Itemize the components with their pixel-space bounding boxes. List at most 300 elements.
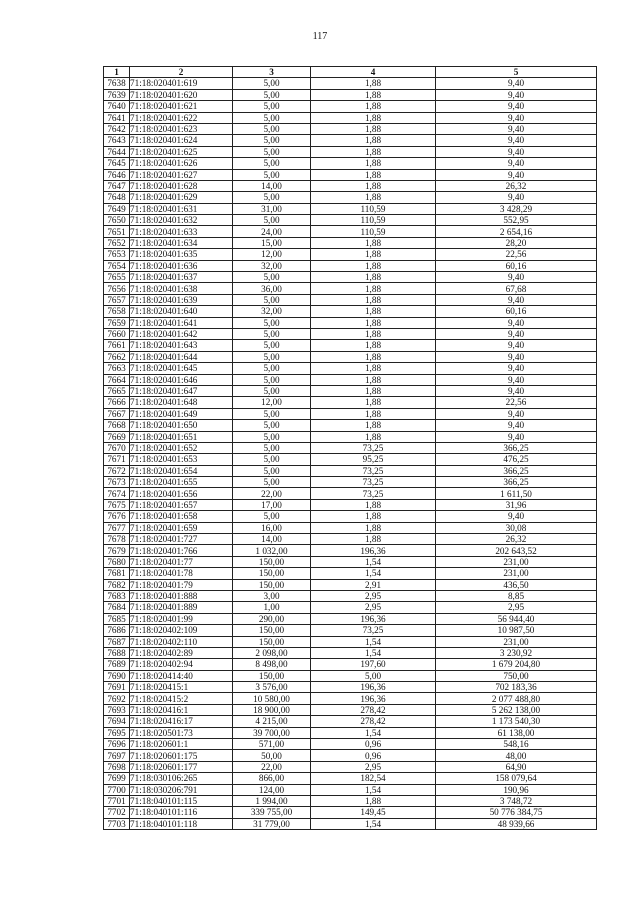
rate-cell: 1,88	[311, 101, 436, 112]
table-row	[104, 260, 597, 271]
table-row	[104, 442, 597, 453]
row-number-cell: 7650	[104, 215, 130, 226]
area-cell: 3 576,00	[233, 682, 311, 693]
area-cell: 31,00	[233, 203, 311, 214]
table-row	[104, 283, 597, 294]
row-number-cell: 7666	[104, 397, 130, 408]
area-cell: 290,00	[233, 613, 311, 624]
value-cell: 9,40	[436, 89, 597, 100]
cadastral-number-cell: 71:18:020401:633	[130, 226, 233, 237]
table-row	[104, 112, 597, 123]
cadastral-number-cell: 71:18:020401:640	[130, 306, 233, 317]
cadastral-number-cell: 71:18:020401:654	[130, 465, 233, 476]
row-number-cell: 7660	[104, 328, 130, 339]
table-row	[104, 716, 597, 727]
value-cell: 366,25	[436, 442, 597, 453]
value-cell: 9,40	[436, 294, 597, 305]
rate-cell: 2,95	[311, 590, 436, 601]
value-cell: 56 944,40	[436, 613, 597, 624]
cadastral-number-cell: 71:18:020401:619	[130, 78, 233, 89]
row-number-cell: 7699	[104, 773, 130, 784]
table-row	[104, 636, 597, 647]
row-number-cell: 7701	[104, 796, 130, 807]
cadastral-number-cell: 71:18:020401:631	[130, 203, 233, 214]
cadastral-number-cell: 71:18:020401:650	[130, 420, 233, 431]
area-cell: 5,00	[233, 123, 311, 134]
area-cell: 5,00	[233, 454, 311, 465]
area-cell: 17,00	[233, 499, 311, 510]
row-number-cell: 7646	[104, 169, 130, 180]
rate-cell: 278,42	[311, 704, 436, 715]
area-cell: 22,00	[233, 488, 311, 499]
rate-cell: 1,88	[311, 146, 436, 157]
rate-cell: 1,88	[311, 317, 436, 328]
row-number-cell: 7655	[104, 272, 130, 283]
value-cell: 158 079,64	[436, 773, 597, 784]
area-cell: 124,00	[233, 784, 311, 795]
value-cell: 552,95	[436, 215, 597, 226]
column-header-3: 3	[233, 67, 311, 78]
table-row	[104, 385, 597, 396]
rate-cell: 1,88	[311, 260, 436, 271]
row-number-cell: 7698	[104, 761, 130, 772]
table-row	[104, 704, 597, 715]
value-cell: 190,96	[436, 784, 597, 795]
rate-cell: 1,88	[311, 135, 436, 146]
row-number-cell: 7691	[104, 682, 130, 693]
rate-cell: 196,36	[311, 545, 436, 556]
table-row	[104, 477, 597, 488]
row-number-cell: 7672	[104, 465, 130, 476]
cadastral-number-cell: 71:18:020401:658	[130, 511, 233, 522]
table-row	[104, 534, 597, 545]
row-number-cell: 7656	[104, 283, 130, 294]
area-cell: 150,00	[233, 625, 311, 636]
cadastral-number-cell: 71:18:020414:40	[130, 670, 233, 681]
table-row	[104, 807, 597, 818]
value-cell: 22,56	[436, 249, 597, 260]
area-cell: 50,00	[233, 750, 311, 761]
value-cell: 9,40	[436, 385, 597, 396]
row-number-cell: 7678	[104, 534, 130, 545]
cadastral-table	[103, 66, 597, 830]
rate-cell: 1,54	[311, 636, 436, 647]
page-number: 117	[312, 31, 328, 42]
row-number-cell: 7664	[104, 374, 130, 385]
rate-cell: 1,54	[311, 568, 436, 579]
row-number-cell: 7687	[104, 636, 130, 647]
value-cell: 9,40	[436, 146, 597, 157]
row-number-cell: 7644	[104, 146, 130, 157]
column-header-4: 4	[311, 67, 436, 78]
cadastral-number-cell: 71:18:020402:109	[130, 625, 233, 636]
cadastral-number-cell: 71:18:020401:646	[130, 374, 233, 385]
value-cell: 48,00	[436, 750, 597, 761]
row-number-cell: 7670	[104, 442, 130, 453]
value-cell: 9,40	[436, 123, 597, 134]
value-cell: 67,68	[436, 283, 597, 294]
table-row	[104, 590, 597, 601]
cadastral-number-cell: 71:18:020401:889	[130, 602, 233, 613]
value-cell: 202 643,52	[436, 545, 597, 556]
rate-cell: 1,88	[311, 158, 436, 169]
value-cell: 9,40	[436, 431, 597, 442]
value-cell: 30,08	[436, 522, 597, 533]
row-number-cell: 7685	[104, 613, 130, 624]
cadastral-number-cell: 71:18:020401:644	[130, 351, 233, 362]
cadastral-number-cell: 71:18:020401:648	[130, 397, 233, 408]
value-cell: 1 173 540,30	[436, 716, 597, 727]
rate-cell: 73,25	[311, 488, 436, 499]
column-header-5: 5	[436, 67, 597, 78]
value-cell: 8,85	[436, 590, 597, 601]
row-number-cell: 7647	[104, 180, 130, 191]
value-cell: 9,40	[436, 112, 597, 123]
rate-cell: 196,36	[311, 682, 436, 693]
cadastral-number-cell: 71:18:020415:2	[130, 693, 233, 704]
area-cell: 150,00	[233, 579, 311, 590]
rate-cell: 1,88	[311, 123, 436, 134]
cadastral-number-cell: 71:18:020401:627	[130, 169, 233, 180]
value-cell: 9,40	[436, 420, 597, 431]
cadastral-number-cell: 71:18:020401:639	[130, 294, 233, 305]
area-cell: 5,00	[233, 431, 311, 442]
cadastral-number-cell: 71:18:020401:99	[130, 613, 233, 624]
rate-cell: 1,88	[311, 397, 436, 408]
area-cell: 5,00	[233, 420, 311, 431]
area-cell: 5,00	[233, 112, 311, 123]
area-cell: 39 700,00	[233, 727, 311, 738]
row-number-cell: 7673	[104, 477, 130, 488]
value-cell: 5 262 138,00	[436, 704, 597, 715]
area-cell: 5,00	[233, 215, 311, 226]
cadastral-number-cell: 71:18:020401:645	[130, 363, 233, 374]
value-cell: 9,40	[436, 192, 597, 203]
column-header-1: 1	[104, 67, 130, 78]
cadastral-number-cell: 71:18:020401:641	[130, 317, 233, 328]
area-cell: 8 498,00	[233, 659, 311, 670]
rate-cell: 1,88	[311, 192, 436, 203]
row-number-cell: 7695	[104, 727, 130, 738]
value-cell: 9,40	[436, 101, 597, 112]
value-cell: 750,00	[436, 670, 597, 681]
row-number-cell: 7674	[104, 488, 130, 499]
cadastral-number-cell: 71:18:020401:727	[130, 534, 233, 545]
area-cell: 5,00	[233, 272, 311, 283]
table-row	[104, 363, 597, 374]
table-row	[104, 499, 597, 510]
area-cell: 22,00	[233, 761, 311, 772]
value-cell: 61 138,00	[436, 727, 597, 738]
value-cell: 10 987,50	[436, 625, 597, 636]
area-cell: 571,00	[233, 739, 311, 750]
row-number-cell: 7661	[104, 340, 130, 351]
rate-cell: 1,88	[311, 363, 436, 374]
cadastral-number-cell: 71:18:020401:634	[130, 237, 233, 248]
row-number-cell: 7684	[104, 602, 130, 613]
table-row	[104, 294, 597, 305]
cadastral-number-cell: 71:18:020415:1	[130, 682, 233, 693]
rate-cell: 110,59	[311, 226, 436, 237]
table-row	[104, 431, 597, 442]
rate-cell: 1,88	[311, 374, 436, 385]
value-cell: 3 748,72	[436, 796, 597, 807]
rate-cell: 2,91	[311, 579, 436, 590]
area-cell: 36,00	[233, 283, 311, 294]
row-number-cell: 7657	[104, 294, 130, 305]
value-cell: 9,40	[436, 340, 597, 351]
row-number-cell: 7680	[104, 556, 130, 567]
value-cell: 31,96	[436, 499, 597, 510]
cadastral-number-cell: 71:18:020401:77	[130, 556, 233, 567]
area-cell: 1 032,00	[233, 545, 311, 556]
cadastral-number-cell: 71:18:020402:94	[130, 659, 233, 670]
rate-cell: 1,88	[311, 180, 436, 191]
row-number-cell: 7681	[104, 568, 130, 579]
cadastral-number-cell: 71:18:020416:17	[130, 716, 233, 727]
area-cell: 5,00	[233, 328, 311, 339]
row-number-cell: 7654	[104, 260, 130, 271]
table-row	[104, 522, 597, 533]
table-row	[104, 306, 597, 317]
area-cell: 5,00	[233, 101, 311, 112]
table-row	[104, 169, 597, 180]
rate-cell: 149,45	[311, 807, 436, 818]
value-cell: 9,40	[436, 408, 597, 419]
table-row	[104, 78, 597, 89]
cadastral-number-cell: 71:18:020401:655	[130, 477, 233, 488]
rate-cell: 1,88	[311, 306, 436, 317]
cadastral-number-cell: 71:18:040101:118	[130, 818, 233, 829]
table-row	[104, 351, 597, 362]
table-row	[104, 625, 597, 636]
area-cell: 18 900,00	[233, 704, 311, 715]
row-number-cell: 7675	[104, 499, 130, 510]
table-row	[104, 408, 597, 419]
table-row	[104, 739, 597, 750]
rate-cell: 73,25	[311, 477, 436, 488]
area-cell: 5,00	[233, 158, 311, 169]
row-number-cell: 7662	[104, 351, 130, 362]
cadastral-number-cell: 71:18:030106:265	[130, 773, 233, 784]
rate-cell: 2,95	[311, 602, 436, 613]
value-cell: 366,25	[436, 477, 597, 488]
value-cell: 9,40	[436, 363, 597, 374]
area-cell: 5,00	[233, 442, 311, 453]
row-number-cell: 7641	[104, 112, 130, 123]
area-cell: 31 779,00	[233, 818, 311, 829]
row-number-cell: 7690	[104, 670, 130, 681]
cadastral-number-cell: 71:18:020402:110	[130, 636, 233, 647]
value-cell: 548,16	[436, 739, 597, 750]
cadastral-number-cell: 71:18:020401:623	[130, 123, 233, 134]
rate-cell: 1,88	[311, 112, 436, 123]
area-cell: 4 215,00	[233, 716, 311, 727]
cadastral-number-cell: 71:18:020401:888	[130, 590, 233, 601]
cadastral-number-cell: 71:18:020401:620	[130, 89, 233, 100]
area-cell: 5,00	[233, 477, 311, 488]
table-row	[104, 659, 597, 670]
table-row	[104, 397, 597, 408]
value-cell: 28,20	[436, 237, 597, 248]
table-row	[104, 272, 597, 283]
row-number-cell: 7702	[104, 807, 130, 818]
table-row	[104, 135, 597, 146]
rate-cell: 1,88	[311, 78, 436, 89]
cadastral-number-cell: 71:18:020401:79	[130, 579, 233, 590]
row-number-cell: 7677	[104, 522, 130, 533]
rate-cell: 1,88	[311, 272, 436, 283]
table-row	[104, 317, 597, 328]
table-row	[104, 374, 597, 385]
area-cell: 12,00	[233, 397, 311, 408]
row-number-cell: 7643	[104, 135, 130, 146]
cadastral-number-cell: 71:18:040101:116	[130, 807, 233, 818]
row-number-cell: 7694	[104, 716, 130, 727]
area-cell: 5,00	[233, 363, 311, 374]
value-cell: 9,40	[436, 169, 597, 180]
rate-cell: 1,54	[311, 784, 436, 795]
table-row	[104, 784, 597, 795]
rate-cell: 1,88	[311, 249, 436, 260]
cadastral-number-cell: 71:18:030206:791	[130, 784, 233, 795]
cadastral-number-cell: 71:18:020401:622	[130, 112, 233, 123]
table-row	[104, 192, 597, 203]
table-header-row	[104, 67, 597, 78]
cadastral-number-cell: 71:18:020401:628	[130, 180, 233, 191]
value-cell: 26,32	[436, 534, 597, 545]
cadastral-number-cell: 71:18:020401:651	[130, 431, 233, 442]
value-cell: 1 679 204,80	[436, 659, 597, 670]
row-number-cell: 7639	[104, 89, 130, 100]
value-cell: 60,16	[436, 260, 597, 271]
area-cell: 5,00	[233, 351, 311, 362]
area-cell: 2 098,00	[233, 647, 311, 658]
row-number-cell: 7667	[104, 408, 130, 419]
rate-cell: 110,59	[311, 203, 436, 214]
cadastral-number-cell: 71:18:020401:652	[130, 442, 233, 453]
row-number-cell: 7697	[104, 750, 130, 761]
rate-cell: 196,36	[311, 613, 436, 624]
table-row	[104, 328, 597, 339]
table-row	[104, 340, 597, 351]
area-cell: 1,00	[233, 602, 311, 613]
area-cell: 5,00	[233, 135, 311, 146]
cadastral-number-cell: 71:18:020501:73	[130, 727, 233, 738]
row-number-cell: 7688	[104, 647, 130, 658]
area-cell: 14,00	[233, 180, 311, 191]
rate-cell: 1,88	[311, 294, 436, 305]
table-row	[104, 568, 597, 579]
area-cell: 5,00	[233, 511, 311, 522]
value-cell: 9,40	[436, 374, 597, 385]
rate-cell: 0,96	[311, 739, 436, 750]
table-row	[104, 215, 597, 226]
rate-cell: 182,54	[311, 773, 436, 784]
cadastral-number-cell: 71:18:020401:656	[130, 488, 233, 499]
cadastral-number-cell: 71:18:020401:657	[130, 499, 233, 510]
rate-cell: 110,59	[311, 215, 436, 226]
area-cell: 3,00	[233, 590, 311, 601]
value-cell: 231,00	[436, 568, 597, 579]
row-number-cell: 7648	[104, 192, 130, 203]
area-cell: 32,00	[233, 306, 311, 317]
table-row	[104, 556, 597, 567]
value-cell: 64,90	[436, 761, 597, 772]
cadastral-number-cell: 71:18:020601:175	[130, 750, 233, 761]
rate-cell: 73,25	[311, 465, 436, 476]
area-cell: 5,00	[233, 317, 311, 328]
rate-cell: 1,88	[311, 283, 436, 294]
rate-cell: 1,88	[311, 796, 436, 807]
table-row	[104, 602, 597, 613]
table-row	[104, 488, 597, 499]
area-cell: 14,00	[233, 534, 311, 545]
area-cell: 32,00	[233, 260, 311, 271]
table-row	[104, 682, 597, 693]
table-row	[104, 123, 597, 134]
table-row	[104, 511, 597, 522]
area-cell: 5,00	[233, 89, 311, 100]
table-row	[104, 761, 597, 772]
rate-cell: 1,88	[311, 431, 436, 442]
cadastral-number-cell: 71:18:020401:626	[130, 158, 233, 169]
value-cell: 3 230,92	[436, 647, 597, 658]
rate-cell: 1,88	[311, 522, 436, 533]
cadastral-number-cell: 71:18:020401:78	[130, 568, 233, 579]
table-row	[104, 89, 597, 100]
cadastral-number-cell: 71:18:020401:643	[130, 340, 233, 351]
value-cell: 9,40	[436, 328, 597, 339]
table-row	[104, 613, 597, 624]
value-cell: 2,95	[436, 602, 597, 613]
row-number-cell: 7693	[104, 704, 130, 715]
value-cell: 9,40	[436, 158, 597, 169]
table-row	[104, 693, 597, 704]
value-cell: 1 611,50	[436, 488, 597, 499]
value-cell: 231,00	[436, 636, 597, 647]
row-number-cell: 7645	[104, 158, 130, 169]
rate-cell: 2,95	[311, 761, 436, 772]
cadastral-number-cell: 71:18:020401:766	[130, 545, 233, 556]
table-row	[104, 818, 597, 829]
rate-cell: 73,25	[311, 442, 436, 453]
cadastral-number-cell: 71:18:020401:659	[130, 522, 233, 533]
rate-cell: 1,88	[311, 420, 436, 431]
row-number-cell: 7640	[104, 101, 130, 112]
rate-cell: 1,54	[311, 727, 436, 738]
table-row	[104, 773, 597, 784]
row-number-cell: 7682	[104, 579, 130, 590]
cadastral-number-cell: 71:18:020401:638	[130, 283, 233, 294]
column-header-2: 2	[130, 67, 233, 78]
table-row	[104, 750, 597, 761]
area-cell: 5,00	[233, 294, 311, 305]
table-row	[104, 249, 597, 260]
rate-cell: 1,88	[311, 328, 436, 339]
cadastral-number-cell: 71:18:020601:1	[130, 739, 233, 750]
row-number-cell: 7669	[104, 431, 130, 442]
area-cell: 5,00	[233, 78, 311, 89]
value-cell: 476,25	[436, 454, 597, 465]
rate-cell: 1,88	[311, 169, 436, 180]
row-number-cell: 7676	[104, 511, 130, 522]
value-cell: 9,40	[436, 511, 597, 522]
rate-cell: 1,88	[311, 351, 436, 362]
area-cell: 150,00	[233, 670, 311, 681]
area-cell: 5,00	[233, 192, 311, 203]
area-cell: 12,00	[233, 249, 311, 260]
